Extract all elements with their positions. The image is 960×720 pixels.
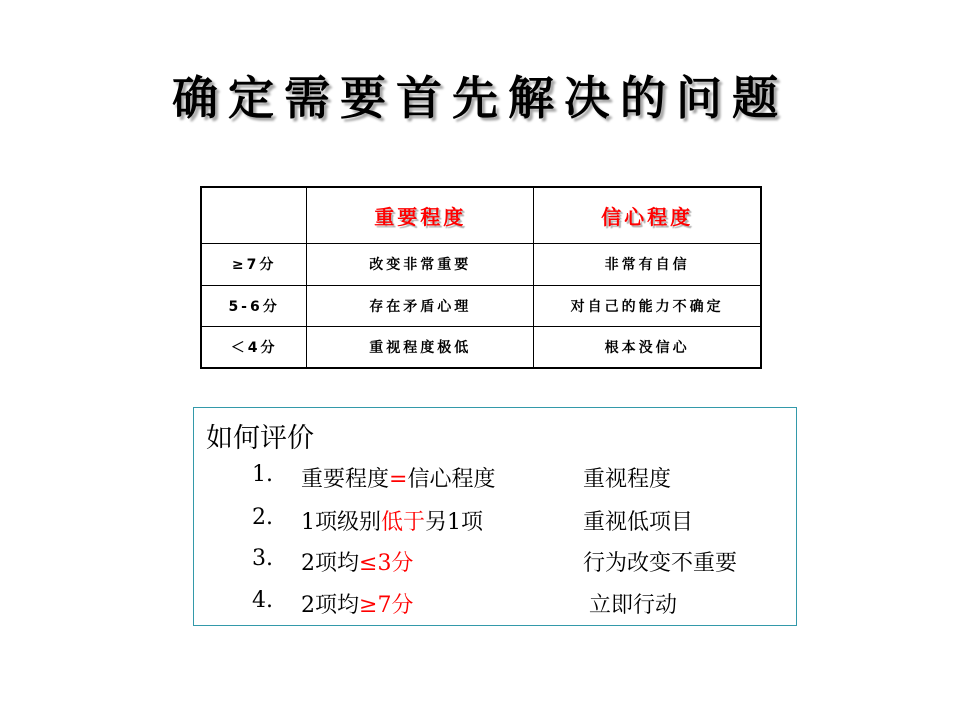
condition-part-highlight: 7分 — [377, 593, 414, 618]
confidence-cell: 根本没信心 — [534, 326, 761, 368]
importance-cell: 改变非常重要 — [307, 244, 534, 285]
evaluation-item — [194, 462, 794, 498]
condition-part: 2项均 — [301, 551, 359, 576]
item-result: 立即行动 — [589, 593, 678, 618]
table-row — [201, 326, 761, 368]
item-result: 行为改变不重要 — [583, 551, 738, 576]
item-condition — [301, 505, 483, 536]
score-range-cell: 5-6分 — [201, 285, 307, 326]
confidence-cell: 非常有自信 — [534, 244, 761, 285]
condition-part-highlight: 低于 — [381, 510, 426, 535]
condition-part-highlight: ≤ — [359, 551, 378, 576]
table-row — [201, 244, 761, 285]
item-number: 1. — [252, 462, 273, 487]
evaluation-item — [194, 505, 794, 541]
importance-cell: 重视程度极低 — [307, 326, 534, 368]
condition-part: 另1项 — [425, 510, 484, 535]
item-result: 重视低项目 — [583, 510, 694, 535]
item-condition — [301, 546, 413, 577]
condition-part-highlight: 3分 — [377, 551, 414, 576]
table-header-row — [201, 187, 761, 244]
item-number: 2. — [252, 505, 273, 530]
evaluation-box — [193, 407, 797, 626]
table-row — [201, 285, 761, 326]
slide-title: 确定需要首先解决的问题 — [172, 71, 788, 125]
item-number: 3. — [252, 546, 273, 571]
condition-part: 2项均 — [301, 593, 359, 618]
item-number: 4. — [252, 588, 273, 613]
score-range-cell: ＜4分 — [201, 326, 307, 368]
score-table — [200, 186, 762, 369]
score-range-cell: ≥7分 — [201, 244, 307, 285]
condition-part: 1项级别 — [301, 510, 381, 535]
item-condition — [301, 462, 495, 493]
item-result: 重视程度 — [583, 467, 672, 492]
condition-part: 重要程度 — [301, 467, 390, 492]
evaluation-item — [194, 588, 794, 624]
confidence-cell: 对自己的能力不确定 — [534, 285, 761, 326]
item-condition — [301, 588, 413, 619]
evaluation-item — [194, 546, 794, 582]
condition-part: 信心程度 — [407, 467, 496, 492]
importance-cell: 存在矛盾心理 — [307, 285, 534, 326]
condition-part-highlight: ≥ — [359, 593, 378, 618]
header-importance: 重要程度 — [307, 187, 534, 244]
condition-part-highlight: = — [389, 467, 408, 492]
evaluation-heading: 如何评价 — [206, 423, 314, 454]
header-empty-cell — [201, 187, 307, 244]
header-confidence: 信心程度 — [534, 187, 761, 244]
